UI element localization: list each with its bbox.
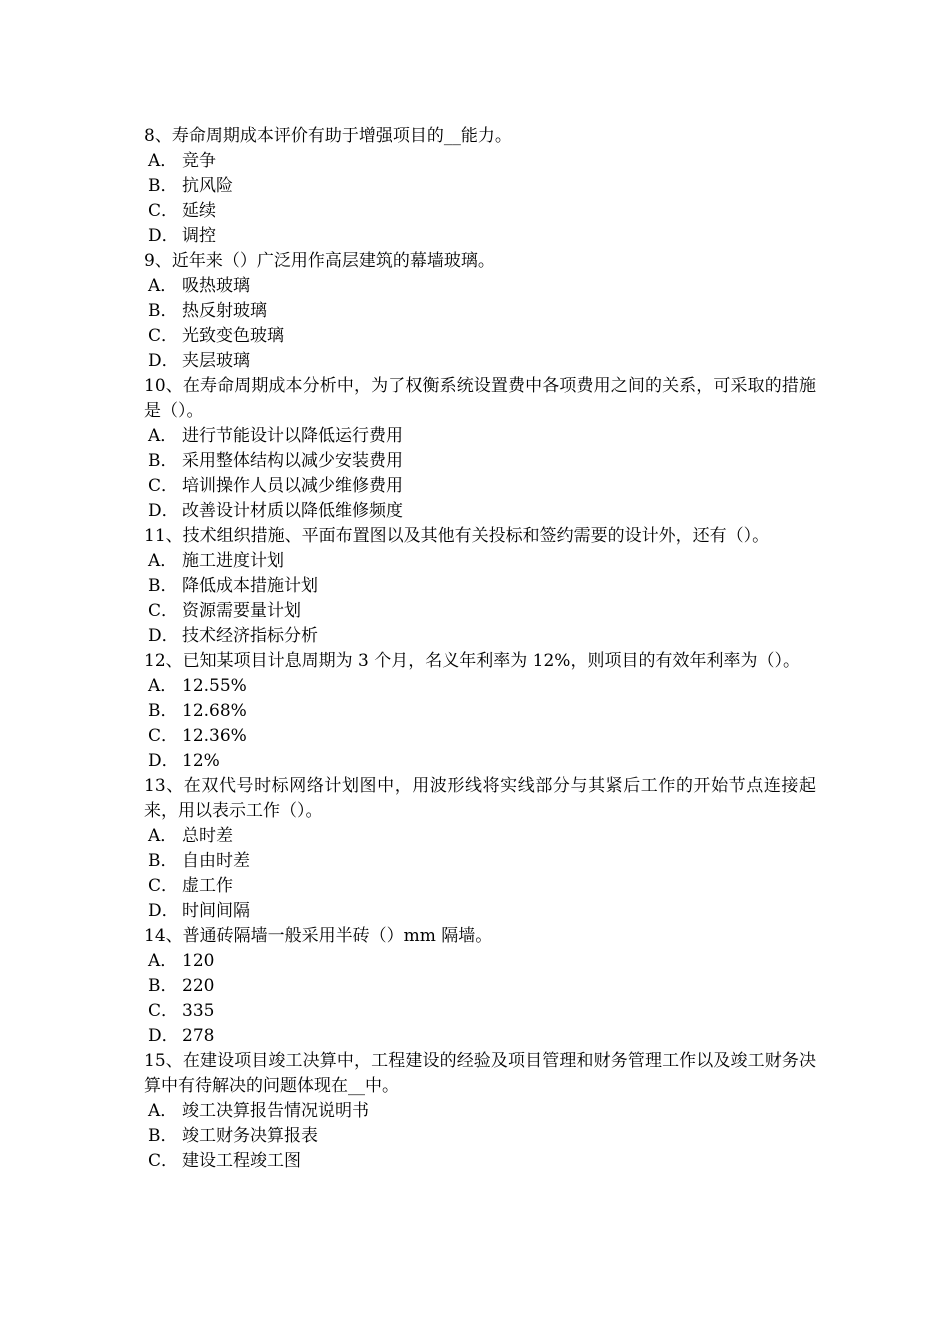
question-10 [144,374,816,524]
option-letter: C． [148,1001,179,1021]
option-letter: D． [148,501,179,521]
question-15 [144,1049,816,1174]
question-9 [144,249,816,374]
option-text: 吸热玻璃 [182,276,250,296]
option-text: 抗风险 [182,176,233,196]
option-letter: C． [148,201,179,221]
option-d [144,624,816,649]
option-text: 120 [182,951,215,971]
option-text: 12% [182,751,220,771]
option-b [144,699,816,724]
option-text: 资源需要量计划 [182,601,301,621]
option-text: 竣工财务决算报表 [182,1126,318,1146]
question-11 [144,524,816,649]
option-d [144,1024,816,1049]
option-a [144,949,816,974]
option-a [144,674,816,699]
option-c [144,199,816,224]
option-letter: C． [148,326,179,346]
option-letter: B． [148,851,178,871]
option-letter: A． [148,826,178,846]
option-letter: A． [148,951,178,971]
option-d [144,749,816,774]
option-text: 降低成本措施计划 [182,576,318,596]
option-letter: C． [148,1151,179,1171]
option-letter: D． [148,351,179,371]
option-b [144,299,816,324]
option-text: 采用整体结构以减少安装费用 [182,451,403,471]
option-letter: C． [148,876,179,896]
option-text: 调控 [182,226,216,246]
option-text: 热反射玻璃 [182,301,267,321]
option-text: 改善设计材质以降低维修频度 [182,501,403,521]
option-letter: D． [148,226,179,246]
question-list [144,124,816,1174]
option-letter: D． [148,1026,179,1046]
option-b [144,1124,816,1149]
option-letter: B． [148,1126,178,1146]
option-a [144,274,816,299]
option-letter: B． [148,576,178,596]
option-d [144,349,816,374]
question-13 [144,774,816,924]
option-text: 220 [182,976,215,996]
option-d [144,224,816,249]
option-a [144,149,816,174]
option-c [144,1149,816,1174]
option-b [144,849,816,874]
option-letter: A． [148,151,178,171]
question-text: 12、已知某项目计息周期为 3 个月，名义年利率为 12%，则项目的有效年利率为（）。 [144,651,800,671]
option-text: 278 [182,1026,215,1046]
option-text: 自由时差 [182,851,250,871]
option-text: 技术经济指标分析 [182,626,318,646]
option-d [144,899,816,924]
option-a [144,824,816,849]
option-c [144,874,816,899]
option-c [144,999,816,1024]
option-b [144,974,816,999]
question-text: 13、在双代号时标网络计划图中，用波形线将实线部分与其紧后工作的开始节点连接起来，用以表示工作（）。 [144,776,816,821]
option-letter: D． [148,751,179,771]
option-c [144,474,816,499]
option-letter: A． [148,426,178,446]
question-text: 14、普通砖隔墙一般采用半砖（）mm 隔墙。 [144,926,493,946]
option-letter: C． [148,726,179,746]
option-text: 进行节能设计以降低运行费用 [182,426,403,446]
option-c [144,724,816,749]
option-text: 竣工决算报告情况说明书 [182,1101,369,1121]
option-b [144,574,816,599]
option-letter: C． [148,476,179,496]
question-text: 10、在寿命周期成本分析中，为了权衡系统设置费中各项费用之间的关系，可采取的措施是（）。 [144,376,816,421]
option-text: 施工进度计划 [182,551,284,571]
option-letter: A． [148,676,178,696]
option-text: 335 [182,1001,215,1021]
option-letter: A． [148,276,178,296]
option-text: 培训操作人员以减少维修费用 [182,476,403,496]
option-text: 总时差 [182,826,233,846]
option-letter: B． [148,976,178,996]
option-text: 光致变色玻璃 [182,326,284,346]
option-a [144,549,816,574]
option-letter: B． [148,701,178,721]
option-text: 时间间隔 [182,901,250,921]
option-text: 12.68% [182,701,247,721]
option-text: 12.36% [182,726,247,746]
option-b [144,174,816,199]
option-b [144,449,816,474]
option-text: 延续 [182,201,216,221]
option-letter: C． [148,601,179,621]
option-letter: D． [148,626,179,646]
option-letter: B． [148,176,178,196]
option-letter: B． [148,301,178,321]
question-12 [144,649,816,774]
question-text: 15、在建设项目竣工决算中，工程建设的经验及项目管理和财务管理工作以及竣工财务决算中有待解决的问题体现在__中。 [144,1051,816,1096]
option-c [144,599,816,624]
option-letter: A． [148,551,178,571]
option-letter: D． [148,901,179,921]
option-text: 夹层玻璃 [182,351,250,371]
option-text: 虚工作 [182,876,233,896]
option-a [144,424,816,449]
option-c [144,324,816,349]
option-d [144,499,816,524]
question-text: 8、寿命周期成本评价有助于增强项目的__能力。 [144,126,512,146]
option-text: 竞争 [182,151,216,171]
option-text: 12.55% [182,676,247,696]
option-letter: A． [148,1101,178,1121]
option-letter: B． [148,451,178,471]
option-a [144,1099,816,1124]
question-14 [144,924,816,1049]
option-text: 建设工程竣工图 [182,1151,301,1171]
question-text: 9、近年来（）广泛用作高层建筑的幕墙玻璃。 [144,251,495,271]
question-8 [144,124,816,249]
question-text: 11、技术组织措施、平面布置图以及其他有关投标和签约需要的设计外，还有（）。 [144,526,770,546]
